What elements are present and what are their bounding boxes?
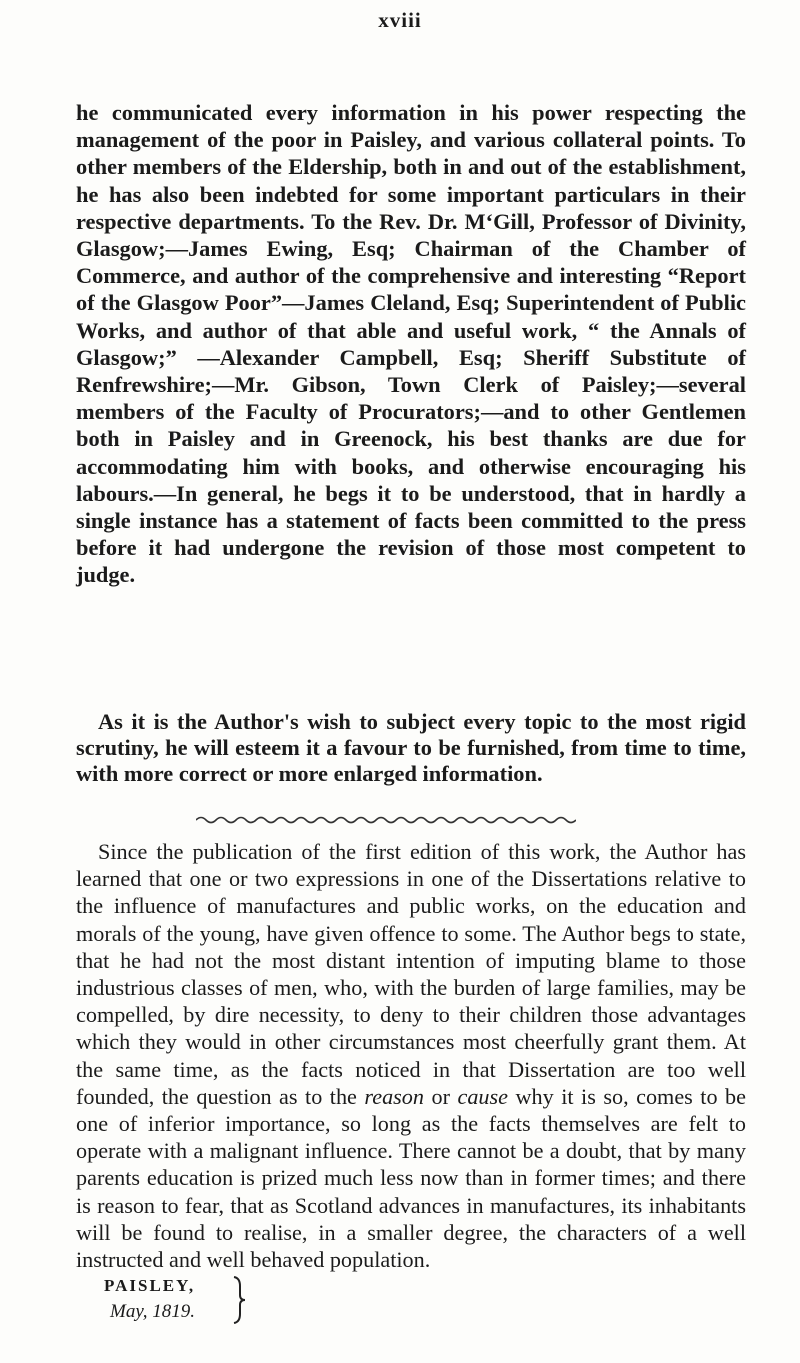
right-brace xyxy=(232,1276,246,1324)
signature-block xyxy=(104,1273,195,1325)
ornamental-rule xyxy=(196,815,576,825)
second-edition-note xyxy=(76,838,746,1273)
paragraph-3 xyxy=(76,838,746,1273)
acknowledgements-paragraph xyxy=(76,99,746,589)
paragraph-2: As it is the Author's wish to subject every topic to the most rigid scrutiny, he will esteem it a favour to be furnished, from time to time, with more correct or more enlarged information. xyxy=(76,709,746,786)
emphasis-reason: reason xyxy=(364,1083,424,1109)
paragraph-3-mid: or xyxy=(423,1083,458,1109)
paragraph-3-lead: Since the publication of the first edition of this work, the Author has learned that one or two expressions in one of the Dissertations relative to the influence of manufactures and public works, on the education and morals of the young, have given offence to some. The Author begs to state, that he had not the most distant intention of imputing blame to those industrious classes of men, who, with the burden of large families, may be compelled, by dire necessity, to deny to their children those advantages which they would in other circumstances most cheerfully grant them. At the same time, as the facts noticed in that Dissertation are too well founded, the question as to the xyxy=(76,839,746,1109)
paragraph-1: he communicated every information in his power respecting the management of the poor in Paisley, and various collateral points. To other members of the Eldership, both in and out of the establishment, he has also been indebted for some important particulars in their respective departments. To the Rev. Dr. M‘Gill, Professor of Divinity, Glasgow;—James Ewing, Esq; Chairman of the Chamber of Commerce, and author of the comprehensive and interesting “Report of the Glasgow Poor”—James Cleland, Esq; Superintendent of Public Works, and author of that able and useful work, “ the Annals of Glasgow;” —Alexander Campbell, Esq; Sheriff Substitute of Renfrewshire;—Mr. Gibson, Town Clerk of Paisley;—several members of the Faculty of Procurators;—and to other Gentlemen both in Paisley and in Greenock, his best thanks are due for accommodating him with books, and otherwise encouraging his labours.—In general, he begs it to be understood, that in hardly a single instance has a statement of facts been committed to the press before it had undergone the revision of those most competent to judge. xyxy=(76,100,746,588)
signature-date: May, 1819. xyxy=(110,1301,195,1322)
signature-place: PAISLEY, xyxy=(104,1276,196,1295)
paragraph-3-tail: why it is so, comes to be one of inferior importance, so long as the facts themselves are felt to operate with a malignant influence. There cannot be a doubt, that by many parents education is prized much less now than in former times; and there is reason to fear, that as Scotland advances in manufactures, its inhabitants will be found to realise, in a smaller degree, the characters of a well instructed and well behaved population. xyxy=(76,1083,746,1273)
page-number: xviii xyxy=(378,8,422,32)
emphasis-cause: cause xyxy=(457,1083,508,1109)
scrutiny-paragraph xyxy=(76,709,746,787)
